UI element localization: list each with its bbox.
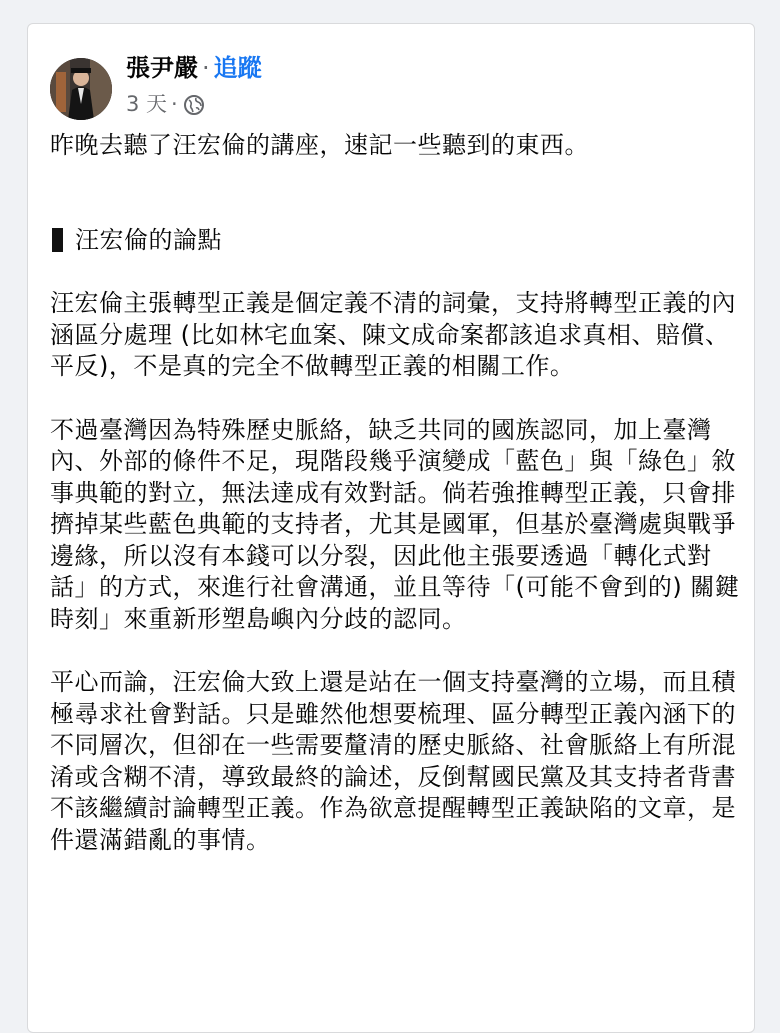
- meta-separator: ·: [171, 92, 178, 116]
- post-intro: 昨晚去聽了汪宏倫的講座，速記一些聽到的東西。: [50, 131, 589, 159]
- paragraph: 汪宏倫主張轉型正義是個定義不清的詞彙，支持將轉型正義的內涵區分處理 (比如林宅血案、陳文成命案都該追求真相、賠償、平反)，不是真的完全不做轉型正義的相關工作。: [50, 289, 736, 380]
- section-heading: [50, 225, 740, 257]
- post-card: [27, 23, 755, 1033]
- globe-icon[interactable]: [184, 94, 204, 114]
- paragraph: 平心而論，汪宏倫大致上還是站在一個支持臺灣的立場，而且積極尋求社會對話。只是雖然他想要梳理、區分轉型正義內涵下的不同層次，但卻在一些需要釐清的歷史脈絡、社會脈絡上有所混淆或含糊不清，導致最終的論述，反倒幫國民黨及其支持者背書不該繼續討論轉型正義。作為欲意提醒轉型正義缺陷的文章，是件還滿錯亂的事情。: [50, 668, 736, 854]
- post-meta: [126, 90, 204, 118]
- author-line: [126, 52, 262, 84]
- post-body: [50, 130, 740, 856]
- follow-button[interactable]: 追蹤: [213, 54, 262, 82]
- separator-dot: ·: [202, 54, 210, 82]
- author-avatar[interactable]: [50, 58, 112, 120]
- paragraph: 不過臺灣因為特殊歷史脈絡，缺乏共同的國族認同，加上臺灣內、外部的條件不足，現階段幾乎演變成「藍色」與「綠色」敘事典範的對立，無法達成有效對話。倘若強推轉型正義，只會排擠掉某些藍色典範的支持者，尤其是國軍，但基於臺灣處與戰爭邊緣，所以沒有本錢可以分裂，因此他主張要透過「轉化式對話」的方式，來進行社會溝通，並且等待「(可能不會到的) 關鍵時刻」來重新形塑島嶼內分歧的認同。: [50, 415, 740, 633]
- section-heading-text: 汪宏倫的論點: [75, 225, 222, 254]
- post-timestamp[interactable]: 3 天: [126, 92, 168, 116]
- heading-bar-icon: [52, 228, 63, 252]
- author-name[interactable]: 張尹嚴: [126, 54, 198, 82]
- avatar-photo-icon: [50, 58, 112, 120]
